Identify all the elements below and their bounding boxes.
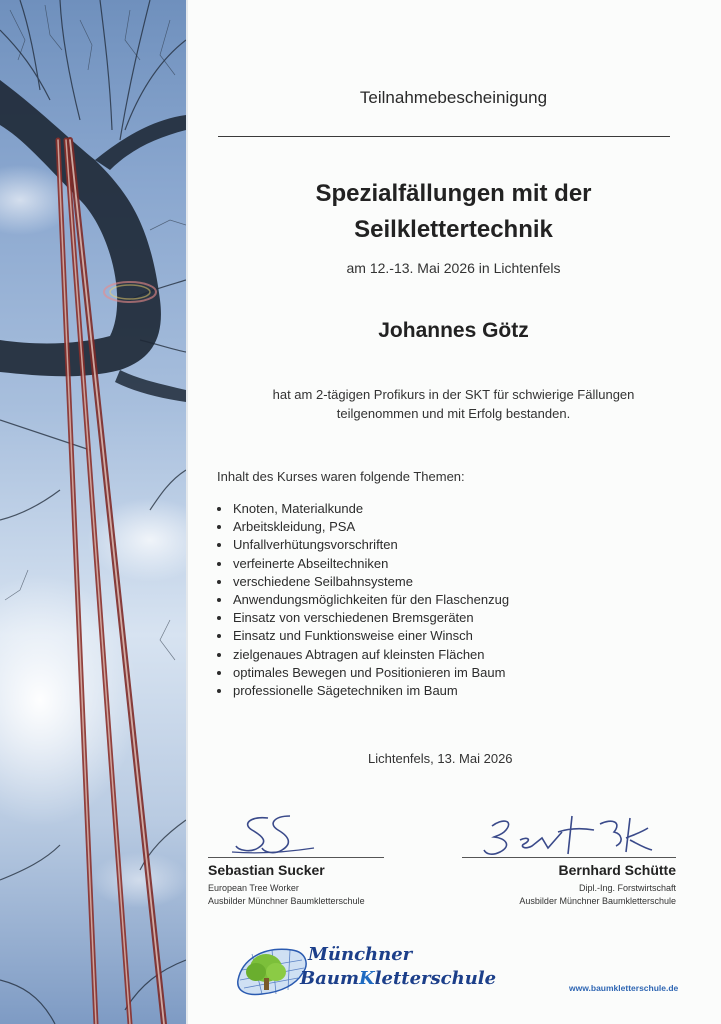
list-item: verfeinerte Abseiltechniken <box>212 555 509 573</box>
signature-line-left <box>208 857 384 858</box>
signature-left <box>228 810 318 858</box>
statement-line1: hat am 2-tägigen Profikurs in der SKT für schwierige Fällungen <box>272 387 635 402</box>
course-title-line2: Seilklettertechnik <box>354 216 553 243</box>
signer-name-left: Sebastian Sucker <box>208 862 325 878</box>
signature-line-right <box>462 857 676 858</box>
signer-role-right: Ausbilder Münchner Baumkletterschule <box>519 896 676 906</box>
list-item: Knoten, Materialkunde <box>212 500 509 518</box>
place-and-date: Lichtenfels, 13. Mai 2026 <box>368 751 513 766</box>
document-type: Teilnahmebescheinigung <box>359 88 548 107</box>
logo-text-line2 <box>300 968 496 989</box>
list-item: Arbeitskleidung, PSA <box>212 518 509 536</box>
list-item: Anwendungsmöglichkeiten für den Flaschenzug <box>212 591 509 609</box>
list-item: optimales Bewegen und Positionieren im Baum <box>212 664 509 682</box>
list-item: Unfallverhütungsvorschriften <box>212 536 509 554</box>
school-logo <box>232 940 502 1002</box>
course-title-line1: Spezialfällungen mit der <box>315 180 592 207</box>
topics-list <box>212 500 509 700</box>
topics-intro: Inhalt des Kurses waren folgende Themen: <box>217 469 465 484</box>
list-item: professionelle Sägetechniken im Baum <box>212 682 509 700</box>
logo-text-k: K <box>359 968 375 989</box>
completion-statement <box>186 385 721 423</box>
course-title <box>186 176 721 248</box>
list-item: verschiedene Seilbahnsysteme <box>212 573 509 591</box>
certificate-body <box>186 0 721 1024</box>
signer-name-right: Bernhard Schütte <box>558 862 676 878</box>
list-item: zielgenaues Abtragen auf kleinsten Flächen <box>212 646 509 664</box>
logo-text-baum: Baum <box>300 968 360 989</box>
list-item: Einsatz und Funktionsweise einer Winsch <box>212 627 509 645</box>
website-link[interactable]: www.baumkletterschule.de <box>569 983 679 993</box>
signature-right <box>462 810 676 858</box>
participant-name: Johannes Götz <box>378 319 529 342</box>
signer-title-left: European Tree Worker <box>208 883 299 893</box>
tree-rope-photo <box>0 0 186 1024</box>
course-date-place: am 12.-13. Mai 2026 in Lichtenfels <box>346 260 561 276</box>
statement-line2: teilgenommen und mit Erfolg bestanden. <box>336 406 571 421</box>
logo-text-line1: Münchner <box>308 944 413 965</box>
list-item: Einsatz von verschiedenen Bremsgeräten <box>212 609 509 627</box>
signer-role-left: Ausbilder Münchner Baumkletterschule <box>208 896 365 906</box>
signer-title-right: Dipl.-Ing. Forstwirtschaft <box>578 883 676 893</box>
title-divider <box>218 136 670 137</box>
logo-text-letterschule: letterschule <box>374 968 497 989</box>
